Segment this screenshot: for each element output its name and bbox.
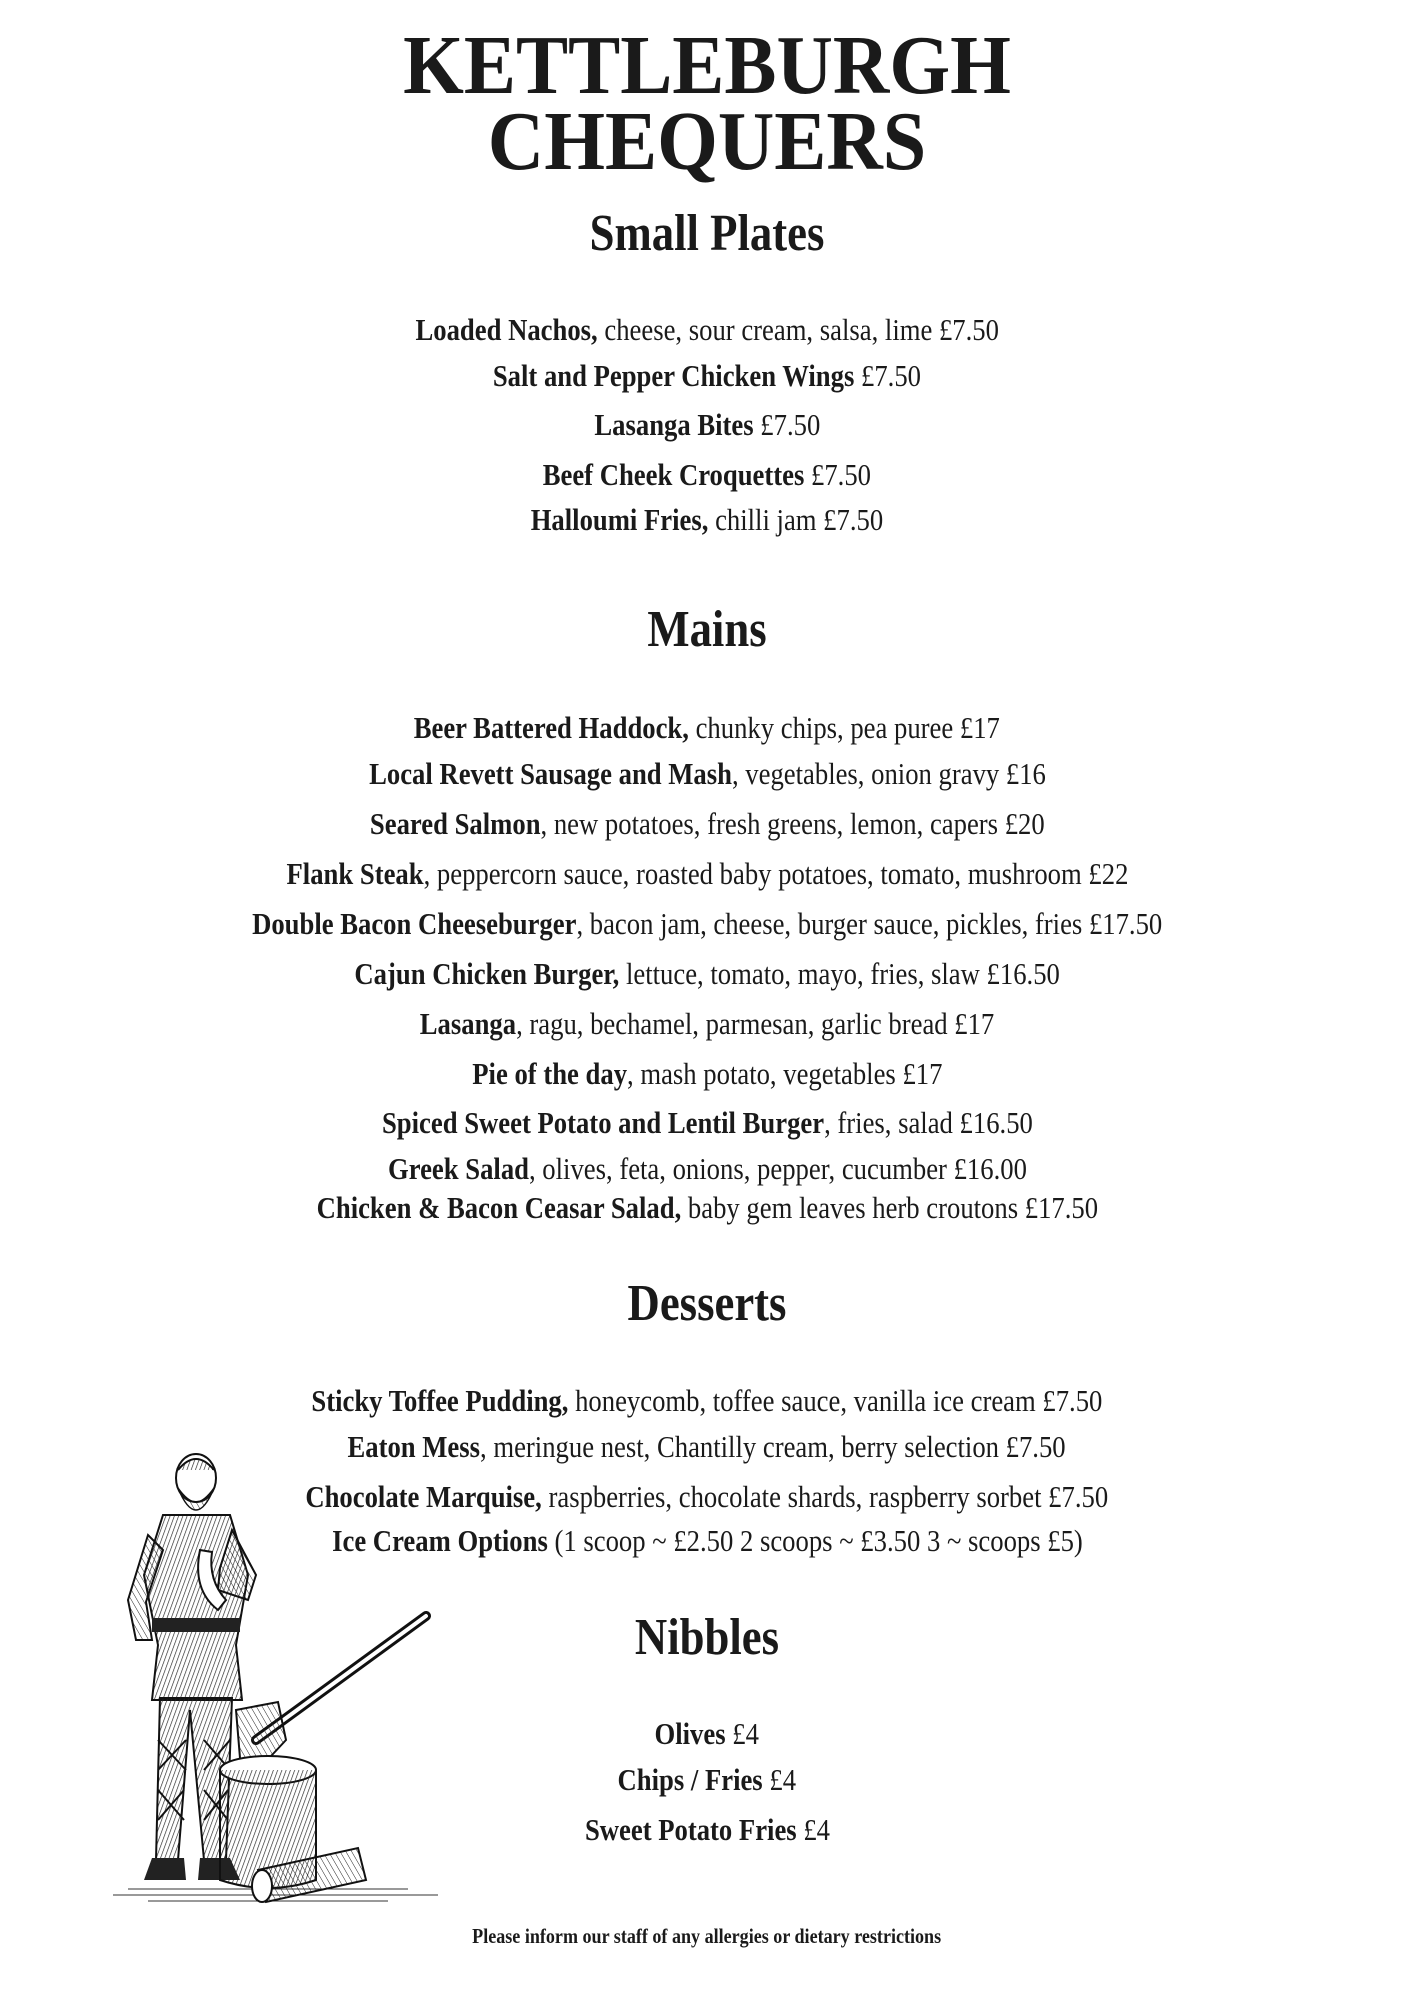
item-desc: £4 [725,1716,760,1751]
item-desc: honeycomb, toffee sauce, vanilla ice cream £7.50 [568,1383,1103,1418]
item-name: Chips / Fries [617,1762,763,1797]
item-name: Ice Cream Options [331,1523,548,1558]
item-name: Beef Cheek Croquettes [542,457,805,492]
item-name: Local Revett Sausage and Mash [368,756,732,791]
brand-name-line1: KETTLEBURGH [403,19,1011,112]
menu-item [0,314,1414,345]
item-desc: , meringue nest, Chantilly cream, berry selection £7.50 [480,1429,1067,1464]
allergy-notice [0,1924,1414,1949]
item-name: Salt and Pepper Chicken Wings [492,358,855,393]
item-name: Seared Salmon [369,806,541,841]
item-name: Beer Battered Haddock, [413,710,690,745]
nibbles-title: Nibbles [634,1609,780,1666]
item-desc: , peppercorn sauce, roasted baby potatoes, tomato, mushroom £22 [423,856,1128,891]
item-desc: £4 [762,1762,797,1797]
item-name: Chocolate Marquise, [305,1479,543,1514]
item-name: Chicken & Bacon Ceasar Salad, [316,1190,681,1225]
menu-item [0,1192,1414,1223]
menu-item [0,360,1414,391]
item-desc: , fries, salad £16.50 [823,1105,1033,1140]
allergy-notice-text: Please inform our staff of any allergies or dietary restrictions [472,1924,942,1948]
menu-item [0,1107,1414,1138]
item-desc: , vegetables, onion gravy £16 [731,756,1046,791]
menu-item [0,409,1414,440]
desserts-section [0,1275,1414,1332]
menu-item [0,908,1414,939]
item-name: Sticky Toffee Pudding, [311,1383,569,1418]
menu-item [0,504,1414,535]
item-desc: £7.50 [854,358,922,393]
item-name: Flank Steak [286,856,424,891]
menu-item [0,808,1414,839]
menu-item [0,758,1414,789]
menu-item [0,958,1414,989]
menu-item [0,712,1414,743]
item-name: Halloumi Fries, [530,502,709,537]
item-desc: , mash potato, vegetables £17 [626,1056,943,1091]
menu-item [0,1058,1414,1089]
item-name: Loaded Nachos, [415,312,598,347]
small-plates-title: Small Plates [589,205,825,262]
item-name: Cajun Chicken Burger, [354,956,620,991]
small-plates-section [0,205,1414,262]
item-desc: £7.50 [753,407,820,442]
item-desc: raspberries, chocolate shards, raspberry sorbet £7.50 [542,1479,1109,1514]
menu-item [0,858,1414,889]
item-desc: £4 [796,1812,830,1847]
item-name: Sweet Potato Fries [584,1812,797,1847]
item-name: Eaton Mess [347,1429,481,1464]
mains-section [0,601,1414,658]
menu-item [0,459,1414,490]
item-name: Lasanga [419,1006,517,1041]
brand-name-line2: CHEQUERS [487,95,927,188]
item-name: Olives [654,1716,726,1751]
menu-item [0,1008,1414,1039]
item-name: Spiced Sweet Potato and Lentil Burger [381,1105,824,1140]
menu-item [0,1153,1414,1184]
item-desc: (1 scoop ~ £2.50 2 scoops ~ £3.50 3 ~ scoops £5) [547,1523,1083,1558]
item-name: Greek Salad [387,1151,529,1186]
item-name: Pie of the day [471,1056,627,1091]
menu-item [0,1385,1414,1416]
item-desc: , new potatoes, fresh greens, lemon, capers £20 [540,806,1045,841]
item-desc: chunky chips, pea puree £17 [689,710,1001,745]
lumberjack-with-axe-and-stump-icon [108,1440,448,1910]
item-name: Double Bacon Cheeseburger [251,906,577,941]
item-desc: cheese, sour cream, salsa, lime £7.50 [597,312,999,347]
item-desc: , olives, feta, onions, pepper, cucumber £16.00 [528,1151,1027,1186]
mains-title: Mains [647,601,767,658]
item-desc: , ragu, bechamel, parmesan, garlic bread £17 [516,1006,995,1041]
item-desc: , bacon jam, cheese, burger sauce, pickles, fries £17.50 [576,906,1163,941]
item-desc: baby gem leaves herb croutons £17.50 [680,1190,1098,1225]
desserts-title: Desserts [627,1275,787,1332]
item-desc: chilli jam £7.50 [708,502,884,537]
item-desc: £7.50 [804,457,872,492]
item-desc: lettuce, tomato, mayo, fries, slaw £16.50 [619,956,1060,991]
item-name: Lasanga Bites [594,407,754,442]
